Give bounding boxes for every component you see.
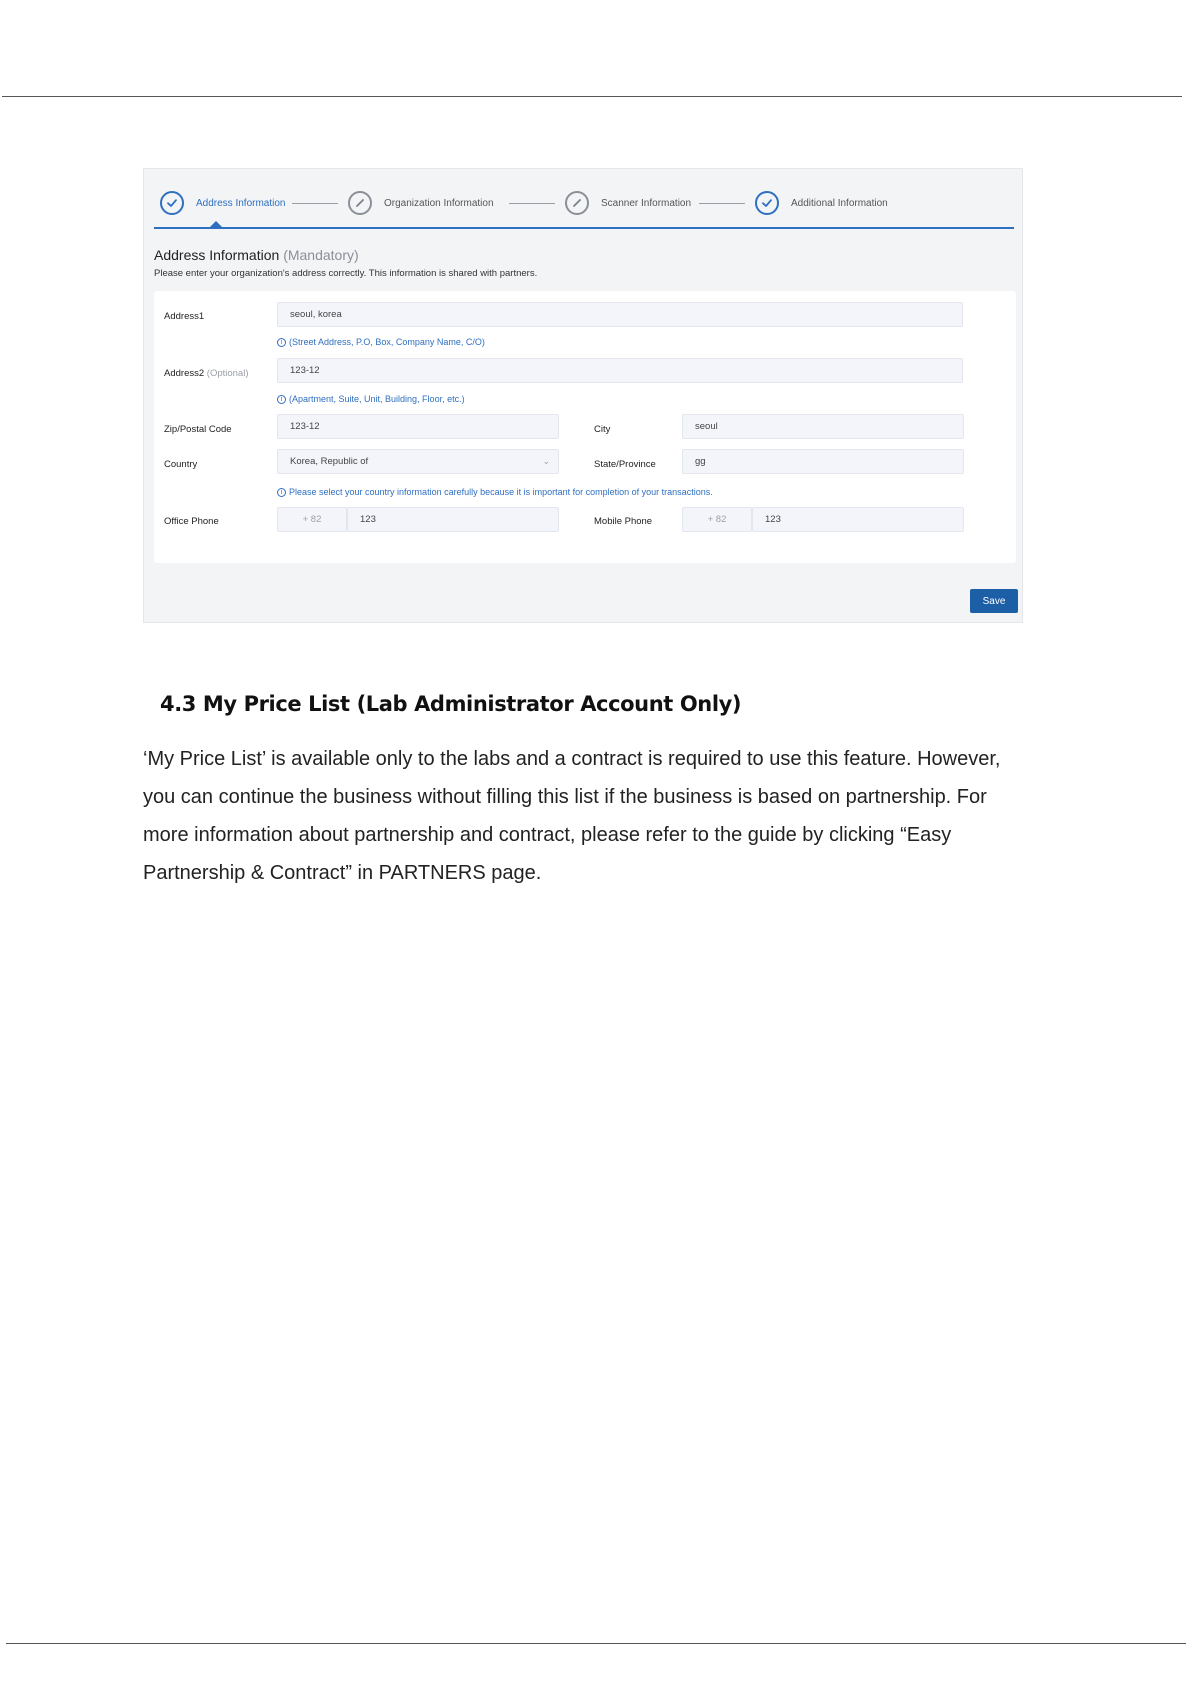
mobile-phone-country-code[interactable] — [682, 507, 752, 532]
step-scanner-information[interactable] — [565, 188, 691, 218]
step-address-information[interactable] — [160, 188, 286, 218]
office-phone-input[interactable] — [347, 507, 559, 532]
body-paragraph — [143, 740, 1063, 892]
office-phone-prefix: + 82 — [302, 514, 322, 525]
address1-hint-text: (Street Address, P.O, Box, Company Name, C/O) — [289, 337, 485, 347]
step-connector — [699, 203, 745, 204]
step-connector — [509, 203, 555, 204]
zip-value: 123-12 — [290, 421, 320, 432]
mobile-phone-label: Mobile Phone — [594, 516, 653, 527]
check-icon — [755, 191, 779, 215]
address2-optional: (Optional) — [206, 368, 249, 379]
footer-rule — [6, 1643, 1186, 1644]
section-title — [154, 247, 359, 263]
step-additional-information[interactable] — [755, 188, 888, 218]
country-select[interactable] — [277, 449, 559, 474]
step-connector — [292, 203, 338, 204]
address2-input[interactable] — [277, 358, 963, 383]
section-description: Please enter your organization's address correctly. This information is shared with partners. — [154, 268, 538, 279]
city-value: seoul — [695, 421, 718, 432]
mobile-phone-input[interactable] — [752, 507, 964, 532]
chevron-down-icon: ⌄ — [542, 456, 550, 466]
address1-value: seoul, korea — [290, 309, 342, 320]
address2-value: 123-12 — [290, 365, 320, 376]
state-value: gg — [695, 456, 706, 467]
address1-hint — [277, 337, 485, 347]
country-value: Korea, Republic of — [290, 456, 369, 467]
address1-label: Address1 — [164, 311, 205, 322]
section-heading: 4.3 My Price List (Lab Administrator Account Only) — [160, 692, 742, 716]
state-input[interactable] — [682, 449, 964, 474]
paragraph-line: more information about partnership and contract, please refer to the guide by clicking “Easy — [143, 824, 952, 846]
address2-label — [164, 368, 249, 379]
step-label: Scanner Information — [601, 197, 692, 209]
pencil-icon — [565, 191, 589, 215]
city-input[interactable] — [682, 414, 964, 439]
mobile-phone-prefix: + 82 — [707, 514, 727, 525]
address2-hint — [277, 394, 465, 404]
pencil-icon — [348, 191, 372, 215]
office-phone-value: 123 — [360, 514, 376, 525]
city-label: City — [594, 424, 611, 435]
country-hint — [277, 487, 713, 497]
stepper-underline — [154, 227, 1014, 229]
address1-input[interactable] — [277, 302, 963, 327]
step-organization-information[interactable] — [348, 188, 494, 218]
zip-label: Zip/Postal Code — [164, 424, 232, 435]
info-icon: i — [277, 338, 286, 347]
address-form-card — [154, 291, 1016, 563]
country-label: Country — [164, 459, 198, 470]
address-form-screenshot — [143, 168, 1023, 623]
stepper — [154, 188, 1014, 218]
paragraph-line: Partnership & Contract” in PARTNERS page. — [143, 862, 542, 884]
info-icon: i — [277, 488, 286, 497]
address2-hint-text: (Apartment, Suite, Unit, Building, Floor, etc.) — [289, 394, 465, 404]
save-button[interactable]: Save — [970, 589, 1018, 613]
country-hint-text: Please select your country information carefully because it is important for completion of your transactions. — [289, 487, 713, 497]
step-label: Additional Information — [791, 197, 888, 209]
office-phone-label: Office Phone — [164, 516, 219, 527]
paragraph-line: you can continue the business without filling this list if the business is based on partnership. For — [143, 786, 987, 808]
address2-label-text: Address2 — [164, 368, 205, 379]
office-phone-country-code[interactable] — [277, 507, 347, 532]
section-title-suffix: (Mandatory) — [283, 247, 359, 263]
zip-input[interactable] — [277, 414, 559, 439]
info-icon: i — [277, 395, 286, 404]
mobile-phone-value: 123 — [765, 514, 781, 525]
check-icon — [160, 191, 184, 215]
paragraph-line: ‘My Price List’ is available only to the labs and a contract is required to use this feature. However, — [143, 748, 1001, 770]
step-label: Organization Information — [384, 197, 494, 209]
header-rule — [2, 96, 1182, 97]
step-label: Address Information — [196, 197, 286, 209]
state-label: State/Province — [594, 459, 656, 470]
section-title-text: Address Information — [154, 247, 280, 263]
